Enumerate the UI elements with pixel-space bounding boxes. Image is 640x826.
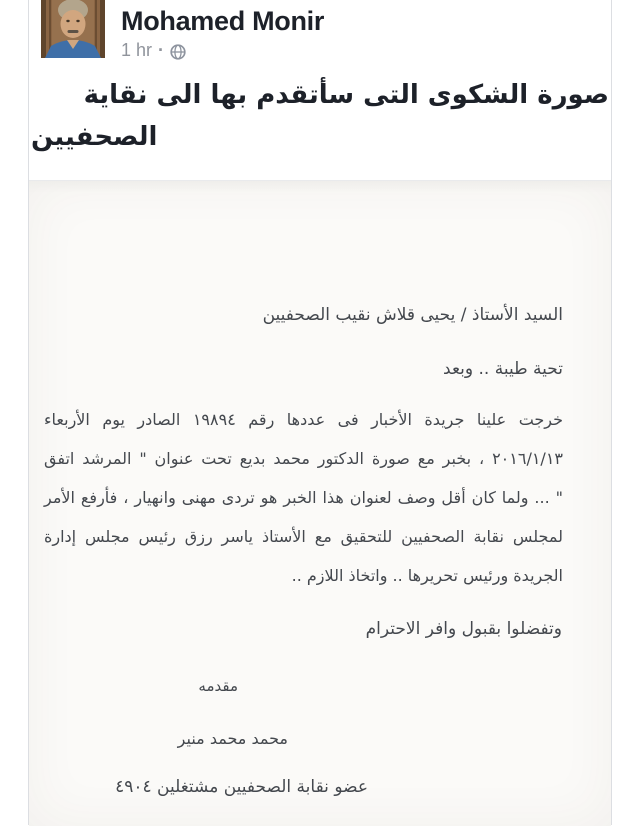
post-meta-row [121,40,186,61]
doc-presenter-label: مقدمه [198,677,238,695]
profile-avatar[interactable] [41,0,105,58]
post-text-line-2: الصحفيين [31,122,158,152]
doc-body-line: الجريدة ورئيس تحريرها .. واتخاذ اللازم .. [291,566,563,585]
doc-closing-line: وتفضلوا بقبول وافر الاحترام [365,619,562,639]
doc-body-line: " ... ولما كان أقل وصف لعنوان هذا الخبر هو تردى مهنى وانهيار ، فأرفع الأمر [44,488,563,507]
author-name[interactable]: Mohamed Monir [121,6,325,36]
doc-membership-line: عضو نقابة الصحفيين مشتغلين ٤٩٠٤ [115,777,368,797]
doc-body-line: خرجت علينا جريدة الأخبار فى عددها رقم ١٩٨٩٤ الصادر يوم الأربعاء [44,410,564,429]
doc-signature-name: محمد محمد منير [177,729,288,748]
avatar-photo [41,0,105,58]
post-text-line-1: صورة الشكوى التى سأتقدم بها الى نقاية [83,80,609,110]
attached-document-image[interactable] [29,180,611,826]
doc-body-paragraph [44,400,563,595]
doc-greeting-line: تحية طيبة .. وبعد [443,359,563,379]
post-card [28,0,612,825]
doc-body-line: لمجلس نقابة الصحفيين للتحقيق مع الأستاذ ياسر رزق رئيس مجلس إدارة [44,527,563,546]
post-caption [31,74,609,158]
meta-separator: · [158,40,165,60]
privacy-globe-icon [170,44,186,60]
doc-body-line: ٢٠١٦/١/١٣ ، بخبر مع صورة الدكتور محمد بديع تحت عنوان " المرشد اتفق [44,449,563,468]
post-timestamp[interactable]: 1 hr [121,40,153,60]
doc-salutation-line: السيد الأستاذ / يحيى قلاش نقيب الصحفيين [262,305,563,325]
